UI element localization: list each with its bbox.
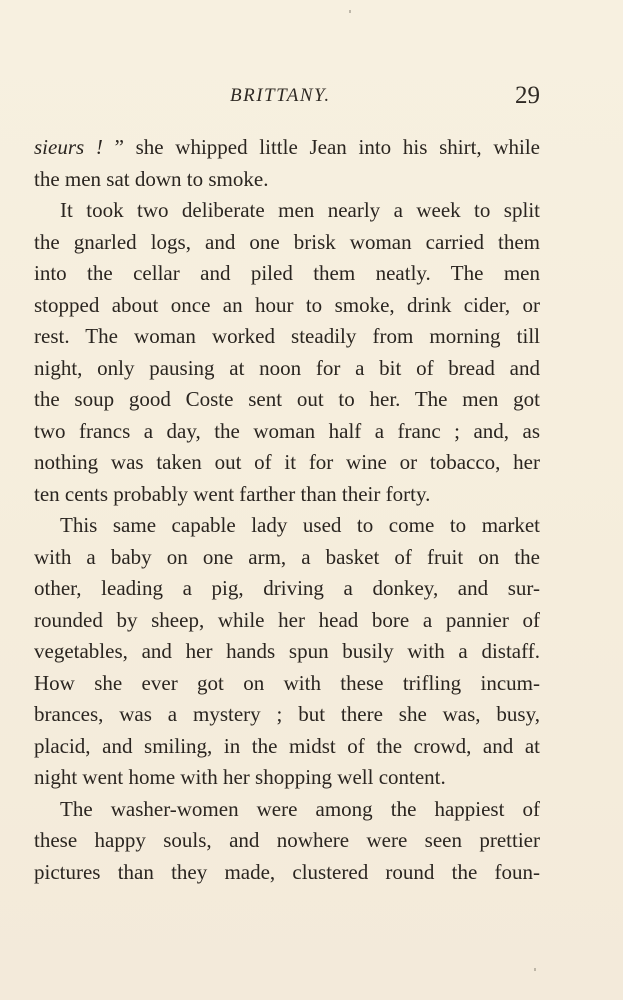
text-line: ten cents probably went farther than their forty.	[34, 481, 431, 506]
text-line: placid, and smiling, in the midst of the crowd, and at	[34, 733, 540, 758]
text-line: pictures than they made, clustered round the foun-	[34, 859, 540, 884]
line-text: ” she whipped little Jean into his shirt, while	[102, 135, 541, 159]
text-line	[34, 132, 540, 164]
page-number: 29	[515, 82, 540, 109]
text-line: the soup good Coste sent out to her. The men got	[34, 387, 540, 411]
text-line: night, only pausing at noon for a bit of bread and	[34, 355, 540, 380]
text-line: stopped about once an hour to smoke, drink cider, or	[34, 292, 540, 317]
text-line: the gnarled logs, and one brisk woman carried them	[34, 229, 540, 254]
body-text	[34, 132, 540, 888]
text-line: It took two deliberate men nearly a week to split	[60, 198, 540, 222]
text-line: vegetables, and her hands spun busily with a distaff.	[34, 639, 540, 663]
text-line: night went home with her shopping well content.	[34, 765, 446, 789]
text-line: This same capable lady used to come to market	[60, 513, 540, 537]
text-line: rounded by sheep, while her head bore a pannier of	[34, 607, 540, 632]
paper-speck	[349, 10, 351, 13]
text-line: the men sat down to smoke.	[34, 166, 269, 191]
running-title: BRITTANY.	[230, 85, 331, 106]
text-line: rest. The woman worked steadily from morning till	[34, 324, 540, 348]
text-line: How she ever got on with these trifling incum-	[34, 670, 540, 695]
text-line: two francs a day, the woman half a franc ; and, as	[34, 418, 540, 443]
running-head	[34, 82, 540, 112]
text-line: brances, was a mystery ; but there she was, busy,	[34, 702, 540, 726]
paper-speck	[534, 968, 536, 971]
italic-word: sieurs !	[34, 135, 103, 159]
text-line: with a baby on one arm, a basket of fruit on the	[34, 544, 540, 569]
text-line: other, leading a pig, driving a donkey, and sur-	[34, 576, 540, 600]
text-line: nothing was taken out of it for wine or tobacco, her	[34, 450, 540, 474]
text-line: The washer-women were among the happiest of	[60, 796, 540, 821]
text-line: these happy souls, and nowhere were seen prettier	[34, 828, 540, 852]
text-line: into the cellar and piled them neatly. The men	[34, 261, 540, 285]
